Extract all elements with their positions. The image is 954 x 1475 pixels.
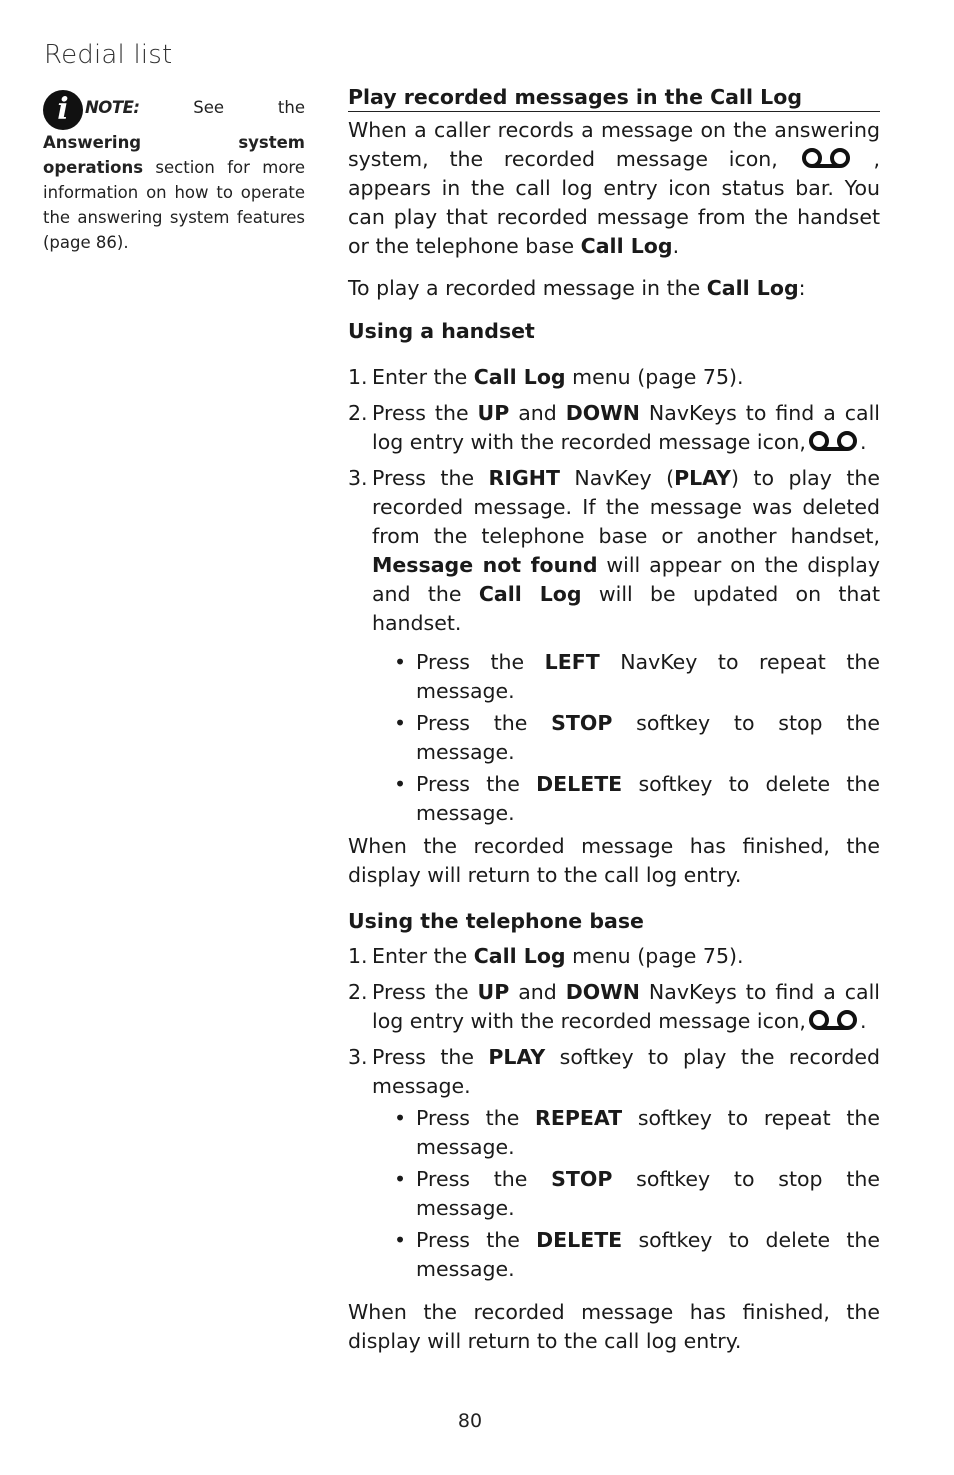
bold-text: STOP bbox=[551, 1167, 613, 1191]
list-item bbox=[348, 1165, 880, 1223]
bold-text: UP bbox=[477, 980, 510, 1004]
intro-paragraph bbox=[348, 116, 880, 261]
base-bullets bbox=[348, 1104, 880, 1284]
note-text: section for more information on how to operate the answering system features (page 86). bbox=[43, 158, 305, 252]
voicemail-icon bbox=[801, 147, 851, 169]
bold-text: STOP bbox=[551, 711, 613, 735]
list-item bbox=[348, 464, 880, 638]
base-steps bbox=[348, 942, 880, 1101]
note-bold: Answering system operations bbox=[43, 133, 305, 177]
information-icon: i bbox=[43, 90, 83, 130]
bold-text: PLAY bbox=[674, 466, 731, 490]
text: Press the bbox=[416, 772, 537, 796]
bullet: • bbox=[394, 711, 407, 735]
base-heading: Using the telephone base bbox=[348, 909, 644, 933]
list-item bbox=[348, 770, 880, 828]
bold-text: LEFT bbox=[544, 650, 600, 674]
step-number: 2. bbox=[348, 980, 368, 1004]
bullet: • bbox=[394, 1228, 407, 1252]
handset-finish-paragraph: When the recorded message has finished, the display will return to the call log entry. bbox=[348, 834, 880, 887]
page-number: 80 bbox=[457, 1410, 483, 1432]
text: softkey to delete the message. bbox=[416, 1228, 880, 1281]
bullet: • bbox=[394, 650, 407, 674]
text: softkey to repeat the message. bbox=[416, 1106, 880, 1159]
voicemail-icon bbox=[808, 1009, 858, 1031]
text: Press the bbox=[372, 401, 478, 425]
bold-text: UP bbox=[477, 401, 510, 425]
bold-text: DOWN bbox=[565, 401, 640, 425]
list-item bbox=[348, 1043, 880, 1101]
text: Press the bbox=[416, 1228, 537, 1252]
text: and bbox=[509, 980, 566, 1004]
list-item bbox=[348, 399, 880, 457]
bullet: • bbox=[394, 1106, 407, 1130]
text: will appear on the display and the bbox=[372, 553, 880, 606]
step-number: 2. bbox=[348, 401, 368, 425]
text: will be updated on that handset. bbox=[372, 582, 881, 635]
page-header-title: Redial list bbox=[44, 40, 173, 70]
bold-text: Call Log bbox=[473, 365, 566, 389]
text: Enter the bbox=[372, 365, 474, 389]
bold-text: RIGHT bbox=[488, 466, 560, 490]
base-finish-paragraph: When the recorded message has finished, the display will return to the call log entry. bbox=[348, 1300, 880, 1353]
list-item bbox=[348, 1226, 880, 1284]
text: Press the bbox=[372, 980, 478, 1004]
list-item bbox=[348, 363, 880, 392]
bold-text: DELETE bbox=[536, 1228, 623, 1252]
step-number: 1. bbox=[348, 944, 368, 968]
text: Press the bbox=[416, 1167, 552, 1191]
list-item bbox=[348, 978, 880, 1036]
handset-heading: Using a handset bbox=[348, 319, 535, 343]
text: softkey to stop the message. bbox=[416, 711, 880, 764]
note-text: See the bbox=[139, 98, 305, 117]
bullet: • bbox=[394, 772, 407, 796]
text: softkey to delete the message. bbox=[416, 772, 880, 825]
note-label: NOTE: bbox=[85, 98, 140, 117]
main-content bbox=[348, 84, 880, 1356]
bold-text: Call Log bbox=[580, 234, 673, 258]
text: softkey to play the recorded message. bbox=[372, 1045, 880, 1098]
bullet: • bbox=[394, 1167, 407, 1191]
text: ) to play the recorded message. If the message was deleted from the telephone base or another handset, bbox=[372, 466, 880, 548]
bold-text: REPEAT bbox=[535, 1106, 623, 1130]
text: menu (page 75). bbox=[565, 365, 744, 389]
step-number: 1. bbox=[348, 365, 368, 389]
bold-text: PLAY bbox=[488, 1045, 546, 1069]
text: To play a recorded message in the bbox=[348, 276, 707, 300]
text: NavKey to repeat the message. bbox=[416, 650, 880, 703]
text: , appears in the call log entry icon status bar. You can play that recorded message from the handset or the telephone base bbox=[348, 147, 880, 258]
list-item bbox=[348, 1104, 880, 1162]
list-item bbox=[348, 648, 880, 706]
section-title: Play recorded messages in the Call Log bbox=[348, 84, 880, 112]
text: Press the bbox=[416, 1106, 536, 1130]
text: When a caller records a message on the answering system, the recorded message icon, bbox=[348, 118, 880, 171]
text: softkey to stop the message. bbox=[416, 1167, 880, 1220]
voicemail-icon bbox=[808, 430, 858, 452]
text: NavKeys to find a call log entry with the recorded message icon, bbox=[372, 980, 880, 1033]
step-number: 3. bbox=[348, 466, 368, 490]
text: menu (page 75). bbox=[565, 944, 744, 968]
bold-text: DOWN bbox=[565, 980, 640, 1004]
text: . bbox=[859, 430, 867, 454]
text: Press the bbox=[372, 1045, 489, 1069]
list-item bbox=[348, 942, 880, 971]
text: Press the bbox=[372, 466, 489, 490]
step-number: 3. bbox=[348, 1045, 368, 1069]
text: Press the bbox=[416, 650, 545, 674]
text: . bbox=[672, 234, 680, 258]
to-play-paragraph bbox=[348, 274, 880, 303]
text: Press the bbox=[416, 711, 552, 735]
text: : bbox=[798, 276, 806, 300]
note-box bbox=[43, 90, 305, 255]
handset-steps bbox=[348, 363, 880, 638]
text: Enter the bbox=[372, 944, 474, 968]
bold-text: Call Log bbox=[706, 276, 799, 300]
bold-text: Message not found bbox=[372, 553, 598, 577]
bold-text: DELETE bbox=[536, 772, 623, 796]
bold-text: Call Log bbox=[478, 582, 582, 606]
handset-bullets bbox=[348, 648, 880, 828]
text: NavKey ( bbox=[559, 466, 675, 490]
list-item bbox=[348, 709, 880, 767]
bold-text: Call Log bbox=[473, 944, 566, 968]
text: NavKeys to find a call log entry with the recorded message icon, bbox=[372, 401, 880, 454]
text: and bbox=[509, 401, 566, 425]
text: . bbox=[859, 1009, 867, 1033]
